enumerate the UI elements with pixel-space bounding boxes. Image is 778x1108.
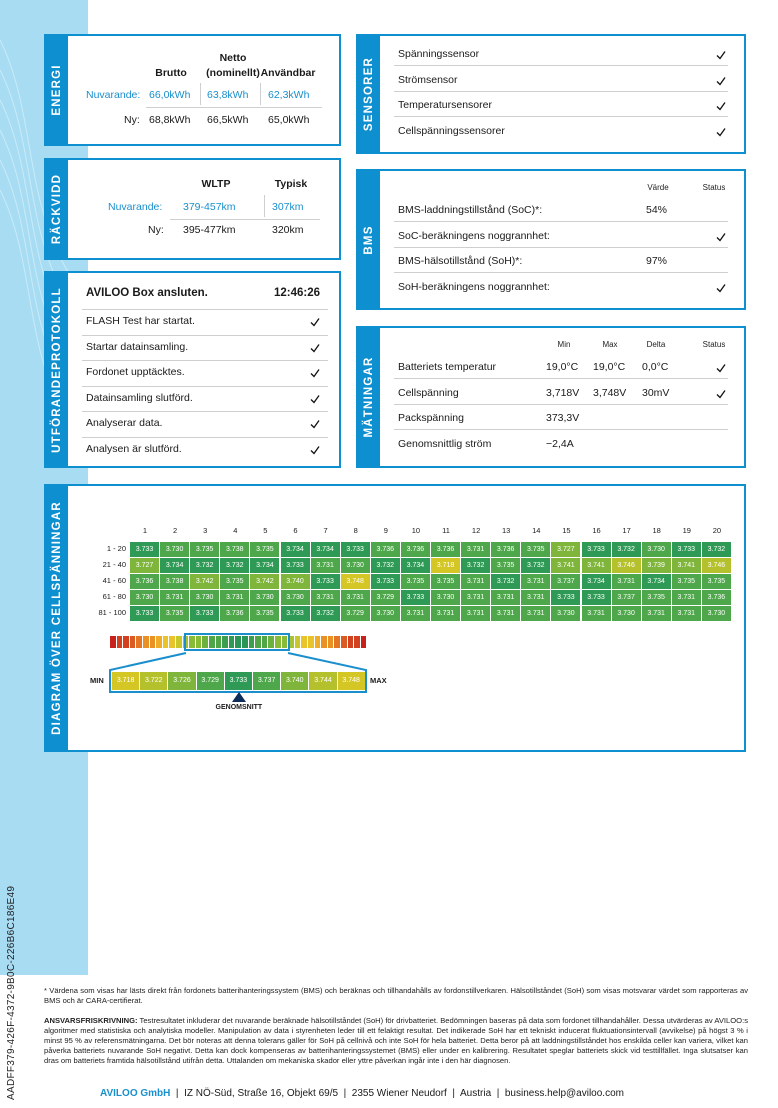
heatmap-cell: 3.740 — [281, 574, 310, 589]
heatmap-cell: 3.730 — [190, 590, 219, 605]
heatmap-cell: 3.741 — [582, 558, 611, 573]
heatmap-cell: 3.737 — [612, 590, 641, 605]
heatmap-cell: 3.741 — [551, 558, 580, 573]
heatmap-cell: 3.732 — [612, 542, 641, 557]
col-usable: Användbar — [260, 67, 316, 79]
heatmap-row-label: 61 - 80 — [102, 592, 126, 601]
meas-row-max: 19,0°C — [593, 361, 626, 373]
heatmap-col-label: 14 — [532, 526, 541, 535]
heatmap-cell: 3.746 — [702, 558, 731, 573]
heatmap-cell: 3.732 — [461, 558, 490, 573]
meas-row-delta: 0,0°C — [642, 361, 669, 373]
bms-tab: BMS — [358, 171, 380, 308]
heatmap-col-label: 5 — [263, 526, 268, 535]
sensor-item: Spänningssensor — [398, 48, 480, 60]
check-icon — [310, 445, 320, 455]
check-icon — [310, 343, 320, 353]
heatmap-cell: 3.733 — [281, 558, 310, 573]
footer-company: AVILOO GmbH — [100, 1088, 171, 1099]
heatmap-cell: 3.733 — [130, 606, 159, 621]
heatmap-row-label: 41 - 60 — [102, 576, 126, 585]
heatmap-cell: 3.735 — [642, 590, 671, 605]
heatmap-cell: 3.735 — [220, 574, 249, 589]
heatmap-cell: 3.742 — [190, 574, 219, 589]
heatmap-cell: 3.731 — [521, 590, 550, 605]
heatmap-col-label: 20 — [712, 526, 722, 535]
bms-row-label: BMS-hälsotillstånd (SoH)*: — [398, 255, 523, 267]
heatmap-col-label: 15 — [562, 526, 571, 535]
heatmap-cell: 3.732 — [311, 606, 340, 621]
energy-current-label: Nuvarande: — [86, 89, 141, 101]
heatmap-cell: 3.741 — [672, 558, 701, 573]
heatmap-col-label: 4 — [233, 526, 238, 535]
heatmap-cell: 3.733 — [551, 590, 580, 605]
heatmap-cell: 3.729 — [371, 590, 400, 605]
heatmap-cell: 3.731 — [582, 606, 611, 621]
heatmap-row-label: 21 - 40 — [102, 560, 126, 569]
meas-row-min: 373,3V — [546, 412, 580, 424]
heatmap-cell: 3.733 — [281, 606, 310, 621]
heatmap-cell: 3.730 — [702, 606, 731, 621]
protocol-step: FLASH Test har startat. — [86, 315, 195, 327]
heatmap-cell: 3.735 — [491, 558, 520, 573]
heatmap-cell: 3.730 — [341, 558, 370, 573]
range-new-wltp: 395-477km — [183, 224, 236, 236]
heatmap-col-label: 10 — [411, 526, 421, 535]
heatmap-cell: 3.731 — [461, 590, 490, 605]
energy-new-netto: 66,5kWh — [207, 114, 249, 126]
heatmap-cell: 3.731 — [160, 590, 189, 605]
meas-col-min: Min — [557, 340, 571, 349]
heatmap-cell: 3.731 — [672, 590, 701, 605]
sensor-item: Strömsensor — [398, 73, 458, 86]
heatmap-cell: 3.735 — [431, 574, 460, 589]
heatmap-cell: 3.738 — [220, 542, 249, 557]
measurements-tab: MÄTNINGAR — [358, 328, 380, 466]
heatmap-cell: 3.730 — [612, 606, 641, 621]
protocol-time: 12:46:26 — [274, 287, 321, 299]
heatmap-col-label: 6 — [293, 526, 298, 535]
heatmap-cell: 3.738 — [160, 574, 189, 589]
heatmap-cell: 3.736 — [431, 542, 460, 557]
heatmap-cell: 3.731 — [341, 590, 370, 605]
heatmap-col-label: 11 — [442, 526, 450, 535]
scale-max-label: MAX — [370, 676, 387, 685]
heatmap-col-label: 3 — [203, 526, 208, 535]
meas-row-max: 3,748V — [593, 386, 627, 399]
check-icon — [310, 317, 320, 327]
scale-value: 3.744 — [309, 672, 336, 690]
heatmap-cell: 3.727 — [130, 558, 159, 573]
footer-address: IZ NÖ-Süd, Straße 16, Objekt 69/5 — [184, 1088, 339, 1099]
heatmap-cell: 3.731 — [431, 606, 460, 621]
heatmap-cell: 3.735 — [250, 606, 279, 621]
heatmap-cell: 3.731 — [461, 542, 490, 557]
scale-value: 3.729 — [197, 672, 224, 690]
heatmap-cell: 3.736 — [401, 542, 430, 557]
heatmap-cell: 3.736 — [491, 542, 520, 557]
heatmap-col-label: 12 — [471, 526, 481, 535]
measurements-card — [356, 326, 746, 468]
check-icon — [716, 76, 726, 86]
heatmap-cell: 3.727 — [551, 542, 580, 557]
sensors-tab: SENSORER — [358, 36, 380, 152]
range-tab: RÄCKVIDD — [46, 160, 68, 258]
heatmap-cell: 3.730 — [642, 542, 671, 557]
heatmap-cell: 3.748 — [341, 574, 370, 589]
bms-col-status: Status — [702, 183, 726, 192]
bms-row-label: BMS-laddningstillstånd (SoC)*: — [398, 204, 543, 216]
heatmap-cell: 3.732 — [190, 558, 219, 573]
heatmap-cell: 3.731 — [311, 558, 340, 573]
check-icon — [310, 419, 320, 429]
check-icon — [716, 127, 726, 137]
sensors-card — [356, 34, 746, 154]
heatmap-cell: 3.733 — [130, 542, 159, 557]
heatmap-cell: 3.730 — [551, 606, 580, 621]
heatmap-col-label: 18 — [652, 526, 661, 535]
scale-value: 3.740 — [281, 672, 308, 690]
meas-col-status: Status — [702, 340, 726, 349]
heatmap-cell: 3.733 — [672, 542, 701, 557]
heatmap-cell: 3.736 — [702, 590, 731, 605]
bms-card — [356, 169, 746, 310]
protocol-step: Fordonet upptäcktes. — [86, 366, 185, 378]
range-new-typical: 320km — [272, 224, 304, 236]
check-icon — [310, 394, 320, 404]
heatmap-cell: 3.736 — [220, 606, 249, 621]
heatmap-cell: 3.735 — [672, 574, 701, 589]
meas-row-min: −2,4A — [546, 437, 574, 450]
heatmap-cell: 3.735 — [521, 542, 550, 557]
heatmap-cell: 3.735 — [250, 542, 279, 557]
heatmap-cell: 3.731 — [461, 606, 490, 621]
heatmap-cell: 3.734 — [250, 558, 279, 573]
check-icon — [716, 283, 726, 293]
heatmap-cell: 3.730 — [371, 606, 400, 621]
heatmap-cell: 3.736 — [130, 574, 159, 589]
heatmap-col-label: 8 — [353, 526, 358, 535]
heatmap-cell: 3.730 — [281, 590, 310, 605]
heatmap-cell: 3.731 — [311, 590, 340, 605]
heatmap-cell: 3.731 — [672, 606, 701, 621]
heatmap-cell: 3.734 — [401, 558, 430, 573]
meas-row-label: Packspänning — [398, 412, 464, 424]
protocol-card — [44, 271, 341, 468]
protocol-step: Analyserar data. — [86, 417, 163, 429]
meas-col-max: Max — [602, 340, 618, 349]
cell-voltage-card — [44, 484, 746, 752]
scale-zoom-lines — [46, 486, 746, 752]
heatmap-cell: 3.732 — [220, 558, 249, 573]
meas-row-label: Genomsnittlig ström — [398, 437, 492, 450]
range-card — [44, 158, 341, 260]
check-icon — [716, 363, 726, 373]
heatmap-cell: 3.733 — [190, 606, 219, 621]
document-id: AADFF379-426F-4372-9B0C-226B6C186E49 — [6, 885, 17, 1100]
heatmap-cell: 3.732 — [371, 558, 400, 573]
heatmap-col-label: 9 — [383, 526, 388, 535]
energy-current-netto: 63,8kWh — [207, 89, 249, 101]
heatmap-cell: 3.736 — [371, 542, 400, 557]
footer-contact: AVILOO GmbH | IZ NÖ-Süd, Straße 16, Objekt 69/5 | 2355 Wiener Neudorf | Austria | business.help@aviloo.com — [100, 1088, 624, 1099]
energy-current-usable: 62,3kWh — [268, 89, 310, 101]
check-icon — [716, 101, 726, 111]
heatmap-cell: 3.734 — [642, 574, 671, 589]
heatmap-cell: 3.733 — [371, 574, 400, 589]
meas-row-min: 3,718V — [546, 386, 580, 399]
scale-value: 3.722 — [140, 672, 167, 690]
heatmap-cell: 3.731 — [491, 590, 520, 605]
bms-row-label: SoC-beräkningens noggrannhet: — [398, 229, 550, 242]
heatmap-cell: 3.731 — [642, 606, 671, 621]
range-current-wltp: 379-457km — [183, 201, 236, 213]
heatmap-cell: 3.742 — [250, 574, 279, 589]
col-netto-line1: Netto — [219, 52, 247, 64]
meas-row-label: Batteriets temperatur — [398, 361, 497, 373]
scale-value: 3.726 — [168, 672, 195, 690]
scale-value: 3.733 — [225, 672, 252, 690]
heatmap-cell: 3.735 — [160, 606, 189, 621]
energy-card — [44, 34, 341, 146]
cell-voltage-heatmap — [46, 486, 746, 752]
energy-tab: ENERGI — [46, 36, 68, 144]
footer-country: Austria — [460, 1088, 492, 1099]
col-netto-line2: (nominellt) — [206, 67, 260, 79]
heatmap-cell: 3.732 — [702, 542, 731, 557]
scale-min-label: MIN — [90, 676, 104, 685]
footer-email[interactable]: business.help@aviloo.com — [504, 1088, 624, 1099]
heatmap-cell: 3.731 — [401, 606, 430, 621]
heatmap-cell: 3.731 — [612, 574, 641, 589]
heatmap-cell: 3.730 — [130, 590, 159, 605]
meas-row-min: 19,0°C — [546, 361, 579, 373]
bms-row-value: 54% — [646, 204, 668, 216]
heatmap-cell: 3.730 — [250, 590, 279, 605]
heatmap-cell: 3.731 — [220, 590, 249, 605]
heatmap-col-label: 2 — [173, 526, 178, 535]
meas-row-delta: 30mV — [642, 386, 670, 399]
cell-voltage-tab: DIAGRAM ÖVER CELLSPÄNNINGAR — [46, 486, 68, 750]
col-typical: Typisk — [274, 178, 308, 190]
bms-row-value: 97% — [646, 255, 668, 267]
heatmap-cell: 3.739 — [642, 558, 671, 573]
heatmap-cell: 3.718 — [431, 558, 460, 573]
protocol-tab: UTFÖRANDEPROTOKOLL — [46, 273, 68, 466]
heatmap-cell: 3.731 — [521, 606, 550, 621]
heatmap-cell: 3.735 — [190, 542, 219, 557]
heatmap-cell: 3.732 — [521, 558, 550, 573]
protocol-step: Datainsamling slutförd. — [86, 391, 193, 404]
protocol-step: Analysen är slutförd. — [86, 442, 182, 455]
col-wltp: WLTP — [201, 178, 231, 190]
heatmap-cell: 3.734 — [582, 574, 611, 589]
energy-new-brutto: 68,8kWh — [149, 114, 191, 126]
range-new-label: Ny: — [148, 224, 164, 236]
scale-value: 3.737 — [253, 672, 280, 690]
footnote: * Värdena som visas har lästs direkt från fordonets batterihanteringssystem (BMS) och beräknas och tillhandahålls av fordonstillverkaren. Hälsotillståndet (SoH) som visas motsvarar värdet som rapporteras av BMS och är CARA-certifierat. — [44, 986, 748, 1005]
heatmap-cell: 3.731 — [491, 606, 520, 621]
meas-col-delta: Delta — [646, 340, 666, 349]
heatmap-cell: 3.746 — [612, 558, 641, 573]
heatmap-cell: 3.733 — [582, 590, 611, 605]
heatmap-cell: 3.735 — [702, 574, 731, 589]
meas-row-label: Cellspänning — [398, 386, 459, 399]
range-current-label: Nuvarande: — [108, 201, 163, 213]
sensor-item: Temperatursensorer — [398, 99, 492, 111]
heatmap-cell: 3.734 — [281, 542, 310, 557]
bms-row-label: SoH-beräkningens noggrannhet: — [398, 280, 550, 293]
heatmap-cell: 3.730 — [160, 542, 189, 557]
heatmap-cell: 3.732 — [491, 574, 520, 589]
heatmap-row-label: 1 - 20 — [106, 544, 126, 553]
energy-new-label: Ny: — [124, 114, 140, 126]
energy-new-usable: 65,0kWh — [268, 114, 310, 126]
range-current-typical: 307km — [272, 201, 304, 213]
protocol-title: AVILOO Box ansluten. — [86, 287, 208, 299]
heatmap-col-label: 17 — [622, 526, 631, 535]
heatmap-cell: 3.734 — [311, 542, 340, 557]
heatmap-cell: 3.731 — [521, 574, 550, 589]
average-marker-icon — [232, 692, 246, 702]
sensor-item: Cellspänningssensorer — [398, 124, 505, 137]
heatmap-cell: 3.733 — [582, 542, 611, 557]
heatmap-col-label: 1 — [142, 526, 148, 535]
scale-value: 3.718 — [112, 672, 139, 690]
heatmap-col-label: 19 — [682, 526, 691, 535]
heatmap-cell: 3.733 — [341, 542, 370, 557]
heatmap-col-label: 16 — [592, 526, 601, 535]
heatmap-cell: 3.737 — [551, 574, 580, 589]
disclaimer: ANSVARSFRISKRIVNING: Testresultatet inkluderar det nuvarande beräknade hälsotillståndet (SoH) för drivbatteriet. Bedömningen baseras på data som fordonet tillhandahåller. Dessa utvärderas av AVILOO:s algoritmer med statistiska och analytiska modeller. Manipulation av data i styrenheten leder till ett felaktigt resultat. Det indikerade SoH har ett tekniskt inducerat fluktuationsintervall (avvikelse) på högst 3 % i minst 95 % av referensmätningarna. Det bör noteras att denna tolerans gäller för SoH på cellnivå och inte SoH för hela batteriet. Detta beror på att laddningstillståndet hos enskilda celler kan variera, vilket kan påverka batteriets nuvarande SoH negativt. Detta kan dock kompenseras av batterihanteringssystemet (BMS) eller under en kalibrering. Resultatet speglar batteriets skick vid testtillfället. Inga slutsatser kan dras om batteriets framtida hälsotillstånd utifrån detta. Uttalanden om mekaniska skador eller yttre påverkan ingår inte i den här diagnosen. — [44, 1016, 748, 1065]
heatmap-cell: 3.735 — [401, 574, 430, 589]
heatmap-cell: 3.733 — [401, 590, 430, 605]
footer-city: 2355 Wiener Neudorf — [351, 1088, 447, 1099]
bms-col-value: Värde — [647, 183, 669, 192]
check-icon — [716, 232, 726, 242]
heatmap-col-label: 7 — [323, 526, 328, 535]
heatmap-cell: 3.729 — [341, 606, 370, 621]
check-icon — [716, 389, 726, 399]
average-label: GENOMSNITT — [215, 704, 263, 711]
heatmap-cell: 3.733 — [311, 574, 340, 589]
heatmap-cell: 3.730 — [431, 590, 460, 605]
heatmap-cell: 3.734 — [160, 558, 189, 573]
heatmap-col-label: 13 — [502, 526, 511, 535]
heatmap-cell: 3.731 — [461, 574, 490, 589]
scale-value: 3.748 — [338, 672, 365, 690]
check-icon — [310, 368, 320, 378]
check-icon — [716, 50, 726, 60]
energy-current-brutto: 66,0kWh — [149, 89, 191, 101]
heatmap-row-label: 81 - 100 — [98, 608, 126, 617]
protocol-step: Startar datainsamling. — [86, 340, 189, 353]
col-brutto: Brutto — [155, 67, 187, 79]
